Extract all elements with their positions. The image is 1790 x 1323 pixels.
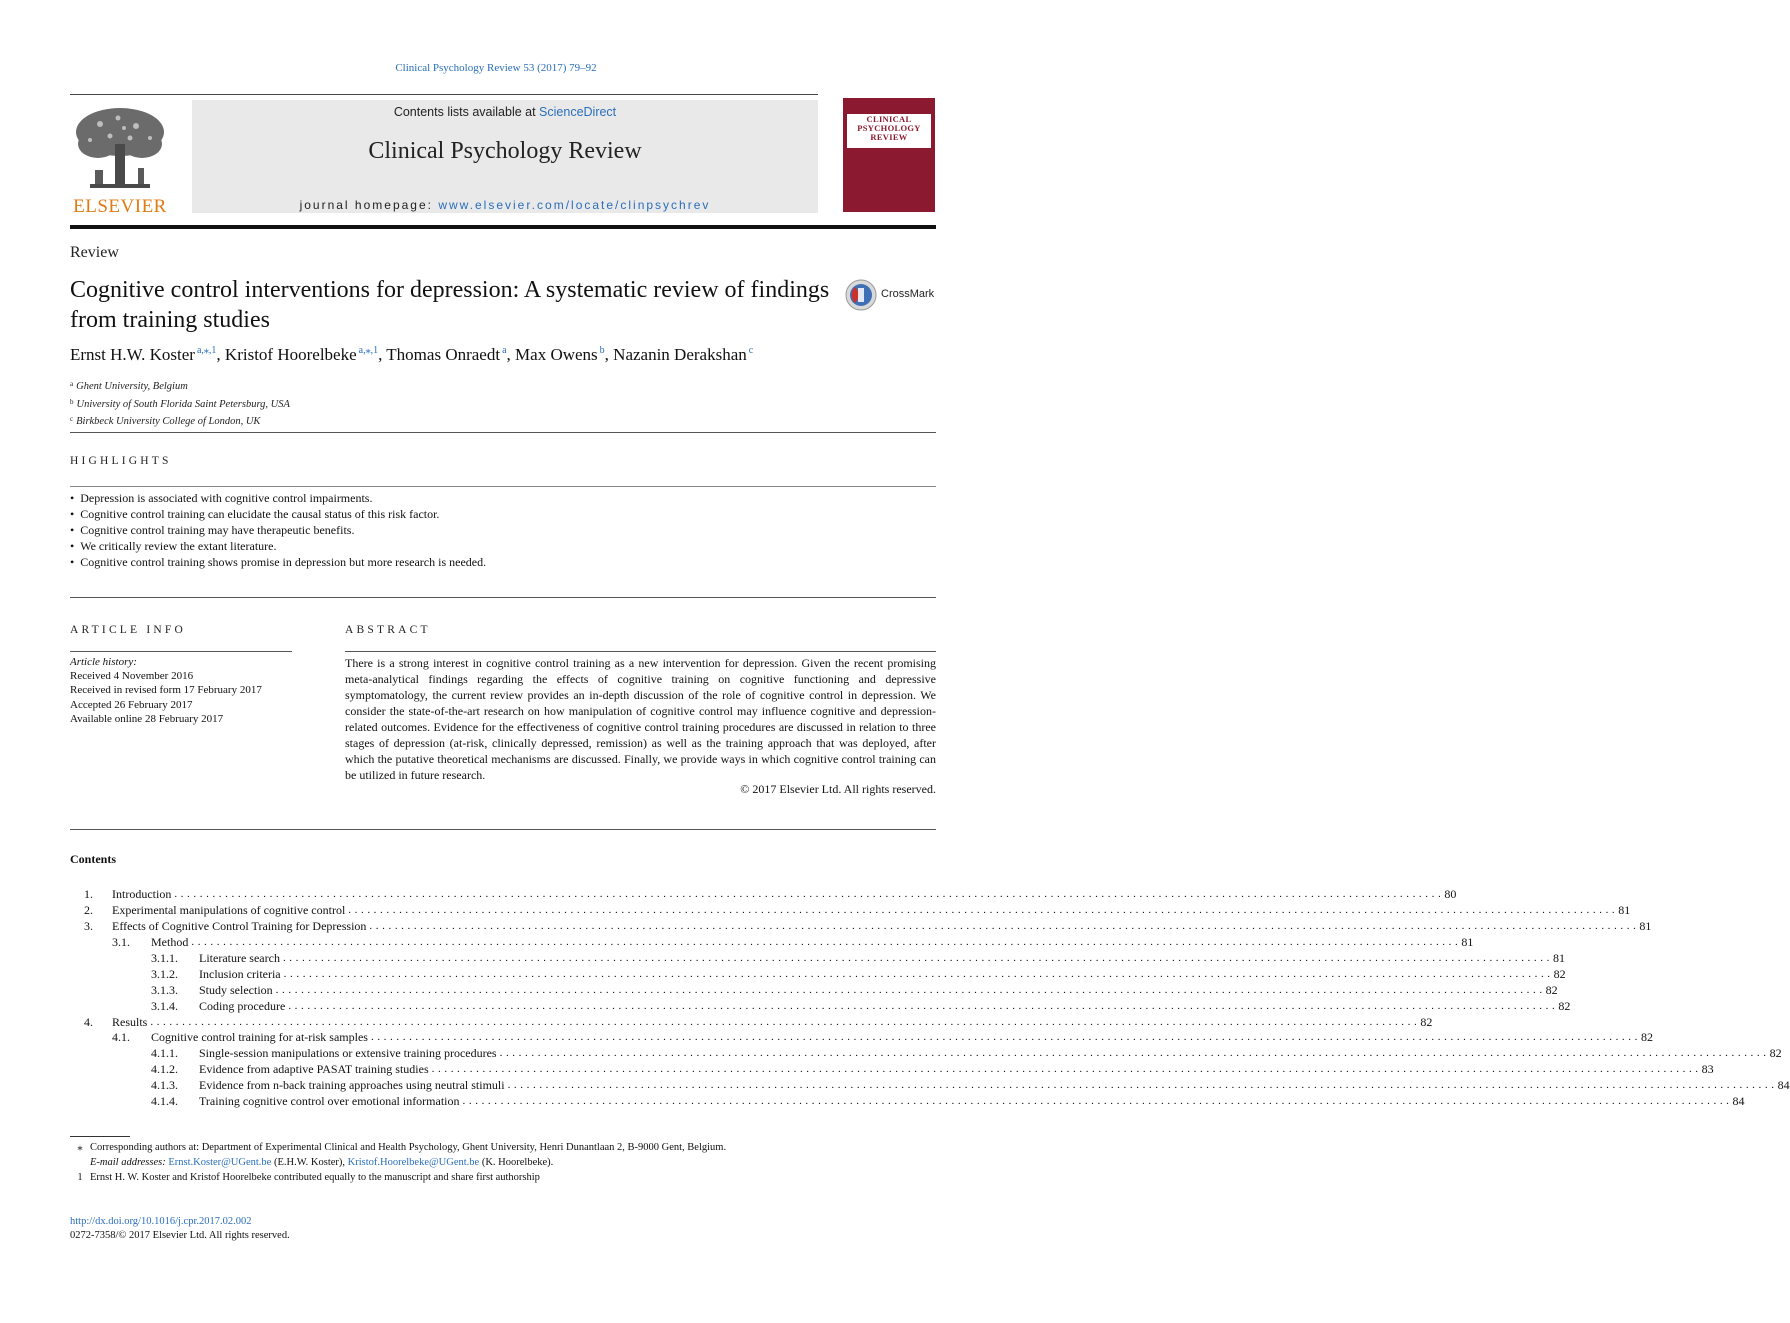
author-sup[interactable]: a (502, 345, 507, 356)
footnote-1 (70, 1170, 936, 1185)
homepage-link[interactable]: www.elsevier.com/locate/clinpsychrev (438, 198, 711, 212)
toc-title[interactable]: Study selection (199, 982, 273, 997)
toc-page: 81 (1461, 934, 1474, 949)
toc-title[interactable]: Results (112, 1014, 148, 1029)
toc-leader: ........................................................................................................................................................................................................ (174, 888, 1445, 900)
article-type: Review (70, 244, 119, 261)
toc-entry[interactable] (70, 934, 1474, 951)
toc-entry[interactable] (70, 950, 1565, 967)
toc-number: 4.1.1. (151, 1046, 178, 1061)
author-sup[interactable]: a,⁎,1 (358, 345, 379, 356)
affiliation-key: a (70, 380, 74, 388)
abstract-rule (345, 651, 936, 652)
sciencedirect-link[interactable]: ScienceDirect (539, 105, 617, 119)
journal-cover[interactable] (843, 98, 935, 212)
abstract-heading: ABSTRACT (345, 624, 431, 636)
toc-page: 82 (1545, 982, 1558, 997)
toc-number: 4.1. (112, 1030, 130, 1045)
footnote-mark: ⁎ (77, 1142, 83, 1153)
affiliation-key: c (70, 415, 74, 423)
toc-page: 83 (1701, 1062, 1714, 1077)
toc-entry[interactable] (70, 887, 1457, 903)
cover-title-line1: CLINICAL (866, 114, 912, 124)
author-name: Ernst H.W. Koster (70, 345, 195, 364)
toc-number: 4. (84, 1014, 93, 1029)
divider (70, 432, 936, 433)
toc-leader: ........................................................................................................................................................................................................ (507, 1079, 1778, 1092)
affiliation (70, 377, 290, 395)
toc-title[interactable]: Introduction (112, 887, 172, 901)
toc-leader: ........................................................................................................................................................................................................ (150, 1015, 1421, 1028)
crossmark-label: CrossMark (881, 288, 935, 300)
toc-number: 3.1.3. (151, 982, 178, 997)
toc-page: 82 (1553, 966, 1566, 981)
highlight-item: • Cognitive control training shows promise in depression but more research is needed. (70, 554, 936, 570)
journal-title: Clinical Psychology Review (368, 138, 642, 164)
toc-title[interactable]: Evidence from n-back training approaches using neutral stimuli (199, 1078, 505, 1093)
issn-copyright: 0272-7358/© 2017 Elsevier Ltd. All rights reserved. (70, 1230, 290, 1241)
toc-page: 82 (1640, 1030, 1653, 1045)
header-thick-rule (70, 225, 936, 229)
affiliation (70, 412, 290, 430)
toc-page: 84 (1777, 1078, 1790, 1093)
abstract-text: There is a strong interest in cognitive control training as a new intervention for depression. Given the recent promising meta-analytical findings regarding the effects of cognitive training on cognitive functioning and depressive symptomatology, the current review provides an in-depth discussion of the role of cognitive control in depression. We consider the state-of-the-art research on how manipulation of cognitive control may influence cognitive and depression-related outcomes. Evidence for the effectiveness of cognitive control training procedures are discussed in relation to three stages of depression (at-risk, clinically depressed, remission) as well as the training approach that was deployed, after which the putative theoretical mechanisms are discussed. Finally, we provide ways in which cognitive control training can be utilized in future research. (345, 656, 936, 782)
history-online: Available online 28 February 2017 (70, 712, 224, 725)
toc-number: 3. (84, 918, 93, 933)
author-sup[interactable]: b (599, 345, 605, 356)
highlights-rule (70, 486, 936, 487)
toc-number: 2. (84, 902, 93, 917)
cover-title-panel (847, 114, 931, 148)
toc-entry[interactable] (70, 1014, 1433, 1031)
toc-entry[interactable] (70, 1030, 1653, 1046)
toc-title[interactable]: Method (151, 934, 189, 949)
email-owner: (K. Hoorelbeke). (479, 1157, 554, 1168)
toc-page: 81 (1618, 902, 1631, 917)
journal-citation[interactable]: Clinical Psychology Review 53 (2017) 79–92 (395, 62, 597, 74)
doi-link[interactable]: http://dx.doi.org/10.1016/j.cpr.2017.02.002 (70, 1216, 252, 1227)
toc-page: 81 (1639, 918, 1652, 933)
toc-number: 3.1.2. (151, 966, 178, 981)
abstract-copyright: © 2017 Elsevier Ltd. All rights reserved. (740, 782, 936, 796)
history-revised: Received in revised form 17 February 2017 (70, 684, 262, 697)
toc-entry[interactable] (70, 902, 1631, 919)
footnote-mark: 1 (77, 1172, 83, 1183)
contents-available (192, 105, 818, 119)
toc-page: 82 (1769, 1046, 1782, 1061)
toc-entry[interactable] (70, 1062, 1714, 1078)
affiliation-text: University of South Florida Saint Petersburg, USA (76, 398, 290, 410)
history-label: Article history: (70, 656, 137, 668)
author-sup[interactable]: c (748, 345, 754, 356)
cover-title-line2: PSYCHOLOGY (857, 123, 921, 133)
article-history (70, 655, 262, 726)
journal-homepage (192, 198, 818, 212)
toc-leader: ........................................................................................................................................................................................................ (191, 935, 1462, 948)
toc-entry[interactable] (70, 1078, 1790, 1094)
author-name: Max Owens (515, 345, 598, 364)
toc-number: 3.1.4. (151, 998, 178, 1013)
article-title: Cognitive control interventions for depression: A systematic review of findings from training studies (70, 277, 830, 333)
author[interactable] (515, 345, 605, 364)
toc-title[interactable]: Coding procedure (199, 998, 286, 1013)
history-accepted: Accepted 26 February 2017 (70, 698, 193, 711)
toc-number: 3.1.1. (151, 950, 178, 965)
toc-title[interactable]: Literature search (199, 950, 280, 965)
toc-number: 4.1.2. (151, 1062, 178, 1077)
affiliation (70, 395, 290, 413)
email-label: E-mail addresses: (90, 1157, 166, 1168)
email-owner: (E.H.W. Koster), (271, 1157, 348, 1168)
toc-leader: ........................................................................................................................................................................................................ (282, 951, 1553, 964)
toc-page: 80 (1444, 887, 1457, 901)
toc-leader: ........................................................................................................................................................................................................ (348, 903, 1619, 916)
highlight-item: • Depression is associated with cognitive control impairments. (70, 490, 936, 506)
article-info-rule (70, 651, 292, 652)
table-of-contents (70, 887, 1790, 1110)
toc-leader: ........................................................................................................................................................................................................ (499, 1047, 1770, 1060)
toc-entry[interactable] (70, 918, 1652, 935)
toc-leader: ........................................................................................................................................................................................................ (288, 999, 1559, 1012)
corresponding-text: Corresponding authors at: Department of Experimental Clinical and Health Psychology, Ghent University, Henri Dunantlaan 2, B-9000 Gent, Belgium. (90, 1142, 727, 1153)
email-link[interactable]: Kristof.Hoorelbeke@UGent.be (347, 1157, 480, 1168)
toc-leader: ........................................................................................................................................................................................................ (431, 1063, 1702, 1076)
toc-number: 1. (84, 887, 93, 901)
toc-leader: ........................................................................................................................................................................................................ (462, 1095, 1733, 1108)
footnotes (70, 1140, 936, 1185)
highlight-item: • We critically review the extant literature. (70, 538, 936, 554)
toc-entry[interactable] (70, 1046, 1782, 1062)
elsevier-wordmark: ELSEVIER (73, 196, 167, 217)
cover-title (847, 115, 931, 142)
affiliation-text: Ghent University, Belgium (76, 381, 188, 392)
footnote-rule (70, 1136, 130, 1137)
author-sup[interactable]: a,⁎,1 (196, 345, 217, 356)
author[interactable] (613, 345, 753, 364)
toc-title[interactable]: Evidence from adaptive PASAT training studies (199, 1062, 429, 1077)
highlights-list (70, 490, 936, 570)
crossmark-button[interactable] (845, 279, 935, 316)
crossmark-icon (845, 279, 877, 311)
divider (70, 829, 936, 830)
toc-page: 82 (1558, 998, 1571, 1013)
highlight-item: • Cognitive control training can elucidate the causal status of this risk factor. (70, 506, 936, 522)
toc-title[interactable]: Effects of Cognitive Control Training for Depression (112, 918, 367, 933)
toc-entry[interactable] (70, 966, 1566, 983)
author[interactable] (386, 345, 506, 364)
footnote-1-text: Ernst H. W. Koster and Kristof Hoorelbeke contributed equally to the manuscript and share first authorship (90, 1172, 540, 1183)
contents-prefix: Contents lists available at (393, 105, 540, 119)
affiliation-key: b (70, 397, 74, 406)
author[interactable] (70, 345, 216, 364)
author-list: Ernst H.W. Koster $^{a,⁎,1}$, Kristof Hoorelbeke $^{a,⁎,1}$, Thomas Onraedt $^a$, Max Owens $^b$, Nazanin Derakshan $^c$ (70, 345, 754, 364)
article-info-heading: ARTICLE INFO (70, 624, 186, 636)
highlight-item: • Cognitive control training may have therapeutic benefits. (70, 522, 936, 538)
toc-page: 81 (1552, 950, 1565, 965)
toc-title[interactable]: Experimental manipulations of cognitive control (112, 902, 346, 917)
toc-number: 4.1.4. (151, 1094, 178, 1109)
author-name: Nazanin Derakshan (613, 345, 747, 364)
affiliations (70, 377, 290, 430)
author[interactable] (225, 345, 378, 364)
toc-title[interactable]: Single-session manipulations or extensive training procedures (199, 1046, 497, 1061)
author-name: Thomas Onraedt (386, 345, 501, 364)
tree-icon (70, 104, 170, 194)
toc-number: 3.1. (112, 934, 130, 949)
toc-page: 84 (1732, 1094, 1745, 1109)
toc-title[interactable]: Cognitive control training for at-risk samples (151, 1030, 368, 1045)
affiliation-text: Birkbeck University College of London, UK (76, 416, 261, 427)
header-top-rule (70, 94, 818, 95)
cover-title-line3: REVIEW (870, 132, 908, 142)
toc-leader: ........................................................................................................................................................................................................ (283, 967, 1554, 980)
toc-entry[interactable] (70, 1094, 1745, 1110)
toc-entry[interactable] (70, 998, 1571, 1015)
author-name: Kristof Hoorelbeke (224, 345, 357, 364)
divider (70, 597, 936, 598)
homepage-prefix: journal homepage: (299, 198, 439, 212)
email-link[interactable]: Ernst.Koster@UGent.be (168, 1157, 272, 1168)
history-received: Received 4 November 2016 (70, 670, 194, 683)
toc-number: 4.1.3. (151, 1078, 178, 1093)
highlights-heading: HIGHLIGHTS (70, 455, 172, 467)
footnote-corresponding (70, 1140, 936, 1155)
toc-title[interactable]: Inclusion criteria (199, 966, 281, 981)
contents-heading: Contents (70, 852, 117, 866)
toc-title[interactable]: Training cognitive control over emotional information (199, 1094, 460, 1109)
toc-page: 82 (1420, 1014, 1433, 1029)
footnote-emails (70, 1155, 936, 1170)
toc-leader: ........................................................................................................................................................................................................ (370, 1031, 1641, 1044)
toc-leader: ........................................................................................................................................................................................................ (369, 919, 1640, 932)
toc-entry[interactable] (70, 982, 1558, 999)
toc-leader: ........................................................................................................................................................................................................ (275, 983, 1546, 996)
